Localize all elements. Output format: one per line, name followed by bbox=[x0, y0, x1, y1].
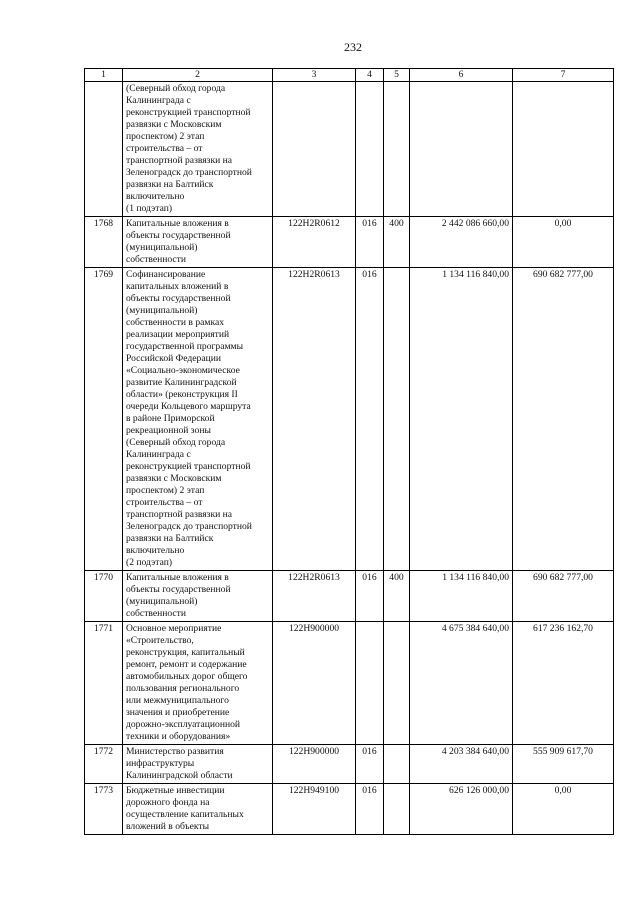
row-number-cell: 1770 bbox=[85, 571, 123, 622]
row-code-cell: 122H900000 bbox=[273, 745, 356, 784]
row-col5-cell bbox=[384, 745, 410, 784]
column-header: 6 bbox=[410, 69, 513, 82]
row-col7-cell: 0,00 bbox=[513, 784, 614, 835]
row-name-cell: (Северный обход города Калининграда с реконструкцией транспортной развязки с Московским проспектом) 2 этап строительства – от транспортной развязки на Зеленоградск до транспортной развязки на Балтийск включительно (1 подэтап) bbox=[123, 82, 273, 217]
row-name-cell: Капитальные вложения в объекты государственной (муниципальной) собственности bbox=[123, 217, 273, 268]
row-col5-cell: 400 bbox=[384, 571, 410, 622]
row-col4-cell: 016 bbox=[356, 268, 384, 571]
column-header: 2 bbox=[123, 69, 273, 82]
row-code-cell: 122H900000 bbox=[273, 622, 356, 745]
row-name-cell: Капитальные вложения в объекты государственной (муниципальной) собственности bbox=[123, 571, 273, 622]
budget-table bbox=[84, 68, 614, 835]
row-col6-cell: 4 675 384 640,00 bbox=[410, 622, 513, 745]
row-col7-cell: 690 682 777,00 bbox=[513, 268, 614, 571]
row-col4-cell: 016 bbox=[356, 217, 384, 268]
table-row bbox=[85, 622, 614, 745]
row-col7-cell: 690 682 777,00 bbox=[513, 571, 614, 622]
row-col6-cell: 1 134 116 840,00 bbox=[410, 571, 513, 622]
column-header: 1 bbox=[85, 69, 123, 82]
row-number-cell: 1772 bbox=[85, 745, 123, 784]
row-col6-cell bbox=[410, 82, 513, 217]
row-col5-cell bbox=[384, 268, 410, 571]
row-name-cell: Софинансирование капитальных вложений в объекты государственной (муниципальной) собственности в рамках реализации мероприятий государственной программы Российской Федерации «Социально-экономическое развитие Калининградской области» (реконструкция II очереди Кольцевого маршрута в районе Приморской рекреационной зоны (Северный обход города Калининграда с реконструкцией транспортной развязки с Московским проспектом) 2 этап строительства – от транспортной развязки на Зеленоградск до транспортной развязки на Балтийск включительно (2 подэтап) bbox=[123, 268, 273, 571]
row-name-cell: Бюджетные инвестиции дорожного фонда на осуществление капитальных вложений в объекты bbox=[123, 784, 273, 835]
column-header: 4 bbox=[356, 69, 384, 82]
row-col6-cell: 1 134 116 840,00 bbox=[410, 268, 513, 571]
row-col5-cell bbox=[384, 784, 410, 835]
table-row bbox=[85, 571, 614, 622]
table-row bbox=[85, 745, 614, 784]
row-name-cell: Основное мероприятие «Строительство, реконструкция, капитальный ремонт, ремонт и содержание автомобильных дорог общего пользования регионального или межмуниципального значения и приобретение дорожно-эксплуатационной техники и оборудования» bbox=[123, 622, 273, 745]
row-number-cell bbox=[85, 82, 123, 217]
table-row bbox=[85, 268, 614, 571]
table-row bbox=[85, 82, 614, 217]
row-col4-cell bbox=[356, 622, 384, 745]
row-col7-cell: 617 236 162,70 bbox=[513, 622, 614, 745]
row-col6-cell: 2 442 086 660,00 bbox=[410, 217, 513, 268]
row-col6-cell: 626 126 000,00 bbox=[410, 784, 513, 835]
row-col4-cell bbox=[356, 82, 384, 217]
row-number-cell: 1773 bbox=[85, 784, 123, 835]
row-number-cell: 1768 bbox=[85, 217, 123, 268]
table-row bbox=[85, 217, 614, 268]
row-number-cell: 1771 bbox=[85, 622, 123, 745]
row-col4-cell: 016 bbox=[356, 784, 384, 835]
page-number: 232 bbox=[344, 40, 362, 54]
row-number-cell: 1769 bbox=[85, 268, 123, 571]
row-col5-cell bbox=[384, 82, 410, 217]
row-code-cell: 122H949100 bbox=[273, 784, 356, 835]
row-col5-cell: 400 bbox=[384, 217, 410, 268]
row-col6-cell: 4 203 384 640,00 bbox=[410, 745, 513, 784]
table-row bbox=[85, 784, 614, 835]
row-col4-cell: 016 bbox=[356, 745, 384, 784]
row-code-cell: 122H2R0613 bbox=[273, 268, 356, 571]
row-code-cell: 122H2R0612 bbox=[273, 217, 356, 268]
column-header: 7 bbox=[513, 69, 614, 82]
header-row bbox=[85, 69, 614, 82]
row-col7-cell: 0,00 bbox=[513, 217, 614, 268]
row-col4-cell: 016 bbox=[356, 571, 384, 622]
row-col5-cell bbox=[384, 622, 410, 745]
column-header: 3 bbox=[273, 69, 356, 82]
row-code-cell: 122H2R0613 bbox=[273, 571, 356, 622]
row-name-cell: Министерство развития инфраструктуры Калининградской области bbox=[123, 745, 273, 784]
row-col7-cell: 555 909 617,70 bbox=[513, 745, 614, 784]
column-header: 5 bbox=[384, 69, 410, 82]
row-code-cell bbox=[273, 82, 356, 217]
row-col7-cell bbox=[513, 82, 614, 217]
